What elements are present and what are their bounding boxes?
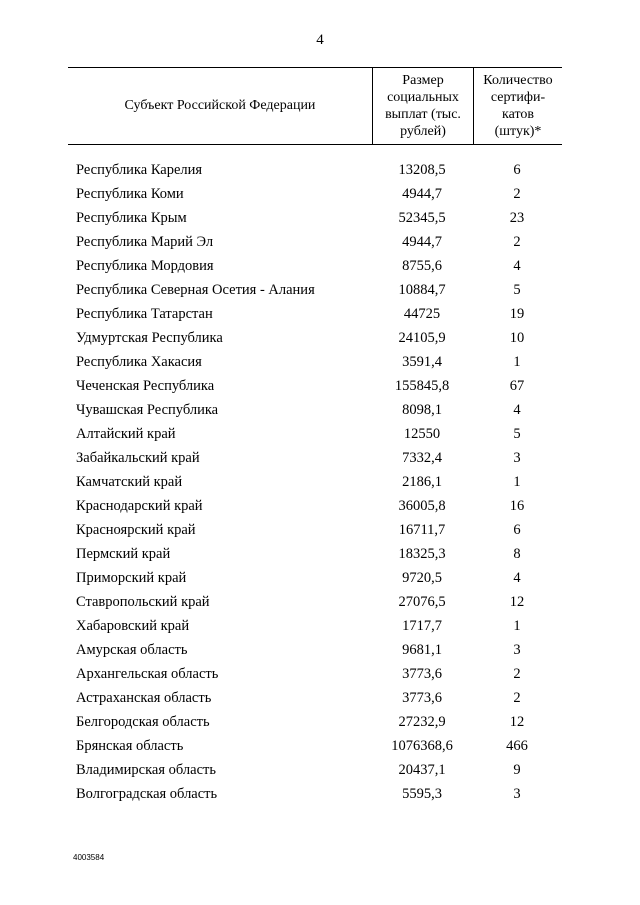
certificate-count: 16: [509, 497, 525, 514]
payment-value: 4944,7: [402, 233, 442, 250]
payment-value: 24105,9: [398, 329, 446, 346]
payment-value: 3591,4: [402, 353, 442, 370]
region-name: Амурская область: [76, 641, 188, 658]
region-name: Забайкальский край: [76, 449, 200, 466]
region-name: Чеченская Республика: [76, 377, 215, 394]
table-row: [68, 422, 562, 446]
certificate-count: 8: [513, 545, 521, 562]
certificate-count: 1: [513, 353, 521, 370]
header-payment-size: [372, 68, 473, 144]
certificate-count: 67: [509, 377, 525, 394]
table-row: [68, 206, 562, 230]
table-row: [68, 230, 562, 254]
table-row: [68, 278, 562, 302]
region-name: Республика Северная Осетия - Алания: [76, 281, 315, 298]
certificate-count: 5: [513, 281, 521, 298]
certificate-count: 2: [513, 689, 521, 706]
region-name: Брянская область: [76, 737, 184, 754]
table-row: [68, 614, 562, 638]
region-name: Республика Марий Эл: [76, 233, 214, 250]
table-row: [68, 782, 562, 806]
table-row: [68, 254, 562, 278]
region-name: Республика Крым: [76, 209, 187, 226]
table-row: [68, 518, 562, 542]
certificate-count: 5: [513, 425, 521, 442]
payment-value: 1076368,6: [391, 737, 453, 754]
payment-value: 3773,6: [402, 689, 442, 706]
certificate-count: 10: [509, 329, 525, 346]
certificate-count: 19: [509, 305, 525, 322]
table-row: [68, 326, 562, 350]
table-row: [68, 158, 562, 182]
region-name: Алтайский край: [76, 425, 176, 442]
page-number: 4: [316, 32, 324, 48]
payment-value: 20437,1: [398, 761, 446, 778]
region-name: Республика Хакасия: [76, 353, 202, 370]
payment-value: 5595,3: [402, 785, 442, 802]
region-name: Красноярский край: [76, 521, 196, 538]
table-row: [68, 182, 562, 206]
certificate-count: 4: [513, 569, 521, 586]
table-header: [68, 67, 562, 145]
certificate-count: 3: [513, 785, 521, 802]
payment-value: 4944,7: [402, 185, 442, 202]
payment-value: 1717,7: [402, 617, 442, 634]
certificate-count: 3: [513, 449, 521, 466]
table-row: [68, 758, 562, 782]
table-row: [68, 350, 562, 374]
region-name: Республика Коми: [76, 185, 184, 202]
payment-value: 13208,5: [398, 161, 446, 178]
region-name: Камчатский край: [76, 473, 183, 490]
payment-value: 3773,6: [402, 665, 442, 682]
payment-value: 16711,7: [398, 521, 446, 538]
payment-value: 8755,6: [402, 257, 442, 274]
region-name: Белгородская область: [76, 713, 210, 730]
table-row: [68, 734, 562, 758]
table-row: [68, 662, 562, 686]
certificate-count: 6: [513, 161, 521, 178]
certificate-count: 4: [513, 257, 521, 274]
certificate-count: 9: [513, 761, 521, 778]
certificate-count: 12: [509, 713, 525, 730]
table-row: [68, 494, 562, 518]
payment-value: 36005,8: [398, 497, 446, 514]
certificate-count: 2: [513, 185, 521, 202]
certificate-count: 1: [513, 473, 521, 490]
region-name: Республика Мордовия: [76, 257, 214, 274]
certificate-count: 6: [513, 521, 521, 538]
regions-table: [68, 67, 562, 806]
document-code: 4003584: [73, 853, 105, 862]
payment-value: 27232,9: [398, 713, 446, 730]
certificate-count: 3: [513, 641, 521, 658]
region-name: Краснодарский край: [76, 497, 203, 514]
payment-value: 8098,1: [402, 401, 442, 418]
table-row: [68, 374, 562, 398]
payment-value: 44725: [403, 305, 441, 322]
table-row: [68, 590, 562, 614]
certificate-count: 4: [513, 401, 521, 418]
region-name: Хабаровский край: [76, 617, 190, 634]
region-name: Астраханская область: [76, 689, 212, 706]
region-name: Удмуртская Республика: [76, 329, 223, 346]
region-name: Архангельская область: [76, 665, 219, 682]
region-name: Чувашская Республика: [76, 401, 219, 418]
region-name: Владимирская область: [76, 761, 216, 778]
table-row: [68, 302, 562, 326]
certificate-count: 12: [509, 593, 525, 610]
payment-value: 9720,5: [402, 569, 442, 586]
table-row: [68, 710, 562, 734]
certificate-count: 23: [509, 209, 525, 226]
payment-value: 10884,7: [398, 281, 446, 298]
table-row: [68, 566, 562, 590]
certificate-count: 1: [513, 617, 521, 634]
payment-value: 7332,4: [402, 449, 442, 466]
payment-value: 9681,1: [402, 641, 442, 658]
region-name: Республика Карелия: [76, 161, 203, 178]
payment-value: 155845,8: [394, 377, 450, 394]
payment-value: 2186,1: [402, 473, 442, 490]
table-row: [68, 446, 562, 470]
certificate-count: 2: [513, 233, 521, 250]
payment-value: 27076,5: [398, 593, 446, 610]
region-name: Приморский край: [76, 569, 187, 586]
table-row: [68, 638, 562, 662]
payment-value: 12550: [403, 425, 441, 442]
region-name: Республика Татарстан: [76, 305, 213, 322]
region-name: Пермский край: [76, 545, 171, 562]
header-payment-size-text: Размер социальных выплат (тыс. рублей): [385, 73, 461, 139]
table-body: [68, 158, 562, 806]
header-certificates-text: Количество сертифи- катов (штук)*: [483, 73, 553, 139]
certificate-count: 2: [513, 665, 521, 682]
table-row: [68, 542, 562, 566]
region-name: Волгоградская область: [76, 785, 218, 802]
header-certificates: [473, 68, 562, 144]
table-row: [68, 686, 562, 710]
region-name: Ставропольский край: [76, 593, 210, 610]
certificate-count: 466: [506, 737, 528, 754]
table-row: [68, 470, 562, 494]
payment-value: 18325,3: [398, 545, 446, 562]
payment-value: 52345,5: [398, 209, 446, 226]
table-row: [68, 398, 562, 422]
header-subject: Субъект Российской Федерации: [124, 98, 316, 113]
